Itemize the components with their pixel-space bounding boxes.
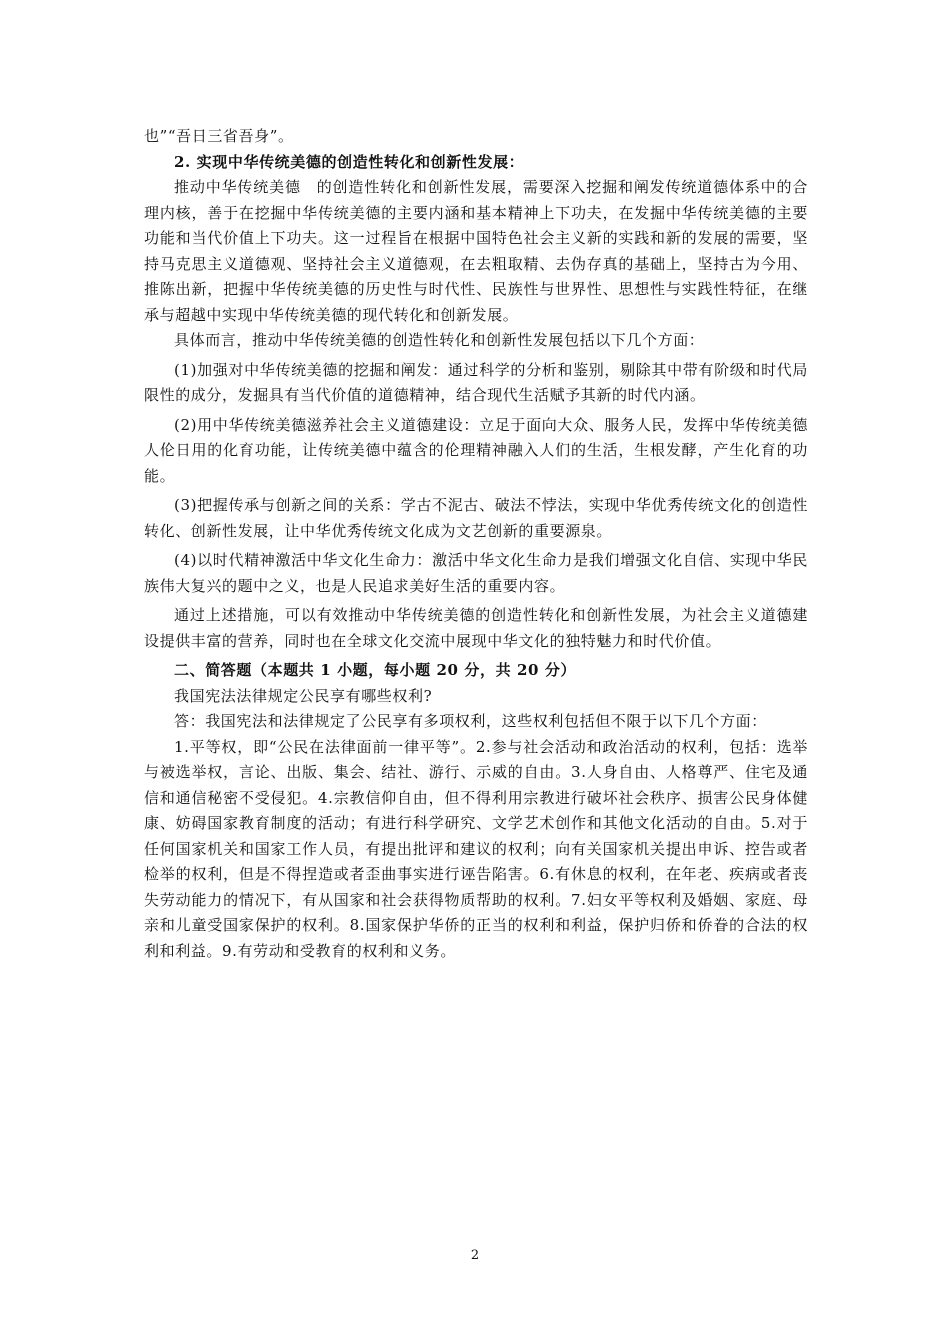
list-item-3: (3)把握传承与创新之间的关系：学古不泥古、破法不悖法，实现中华优秀传统文化的创造性转化、创新性发展，让中华优秀传统文化成为文艺创新的重要源泉。 (144, 496, 808, 540)
list-item-2: (2)用中华传统美德滋养社会主义道德建设：立足于面向大众、服务人民，发挥中华传统美德人伦日用的化育功能，让传统美德中蕴含的伦理精神融入人们的生活，生根发酵，产生化育的功能。 (144, 415, 808, 485)
question-text: 我国宪法法律规定公民享有哪些权利? (174, 686, 433, 705)
paragraph-conclusion: 通过上述措施，可以有效推动中华传统美德的创造性转化和创新性发展，为社会主义道德建设提供丰富的营养，同时也在全球文化交流中展现中华文化的独特魅力和时代价值。 (144, 606, 808, 650)
page-number: 2 (470, 1248, 480, 1263)
answer-list: 1.平等权，即“公民在法律面前一律平等”。2.参与社会活动和政治活动的权利，包括：选举与被选举权，言论、出版、集会、结社、游行、示威的自由。3.人身自由、人格尊严、住宅及通信和通信秘密不受侵犯。4.宗教信仰自由，但不得利用宗教进行破坏社会秩序、损害公民身体健康、妨碍国家教育制度的活动；有进行科学研究、文学艺术创作和其他文化活动的自由。5.对于任何国家机关和国家工作人员，有提出批评和建议的权利；向有关国家机关提出申诉、控告或者检举的权利，但是不得捏造或者歪曲事实进行诬告陷害。6.有休息的权利，在年老、疾病或者丧失劳动能力的情况下，有从国家和社会获得物质帮助的权利。7.妇女平等权利及婚姻、家庭、母亲和儿童受国家保护的权利。8.国家保护华侨的正当的权利和利益，保护归侨和侨眷的合法的权利和利益。9.有劳动和受教育的权利和义务。 (144, 737, 808, 960)
paragraph-specific: 具体而言，推动中华传统美德的创造性转化和创新性发展包括以下几个方面： (174, 331, 705, 349)
section-heading-2: 2. 实现中华传统美德的创造性转化和创新性发展： (174, 152, 525, 171)
part-heading-short-answer: 二、简答题（本题共 1 小题，每小题 20 分，共 20 分） (174, 661, 577, 679)
list-item-4: (4)以时代精神激活中华文化生命力：激活中华文化生命力是我们增强文化自信、实现中华民族伟大复兴的题中之义，也是人民追求美好生活的重要内容。 (144, 551, 808, 595)
answer-intro: 答：我国宪法和法律规定了公民享有多项权利，这些权利包括但不限于以下几个方面： (174, 712, 767, 730)
paragraph-continuation: 也”“吾日三省吾身”。 (144, 127, 294, 145)
document-body (144, 124, 808, 964)
list-item-1: (1)加强对中华传统美德的挖掘和阐发：通过科学的分析和鉴别，剔除其中带有阶级和时代局限性的成分，发掘具有当代价值的道德精神，结合现代生活赋予其新的时代内涵。 (144, 360, 808, 404)
paragraph-intro: 推动中华传统美德 的创造性转化和创新性发展，需要深入挖掘和阐发传统道德体系中的合理内核，善于在挖掘中华传统美德的主要内涵和基本精神上下功夫，在发掘中华传统美德的主要功能和当代价值上下功夫。这一过程旨在根据中国特色社会主义新的实践和新的发展的需要，坚持马克思主义道德观、坚持社会主义道德观，在去粗取精、去伪存真的基础上，坚持古为今用、推陈出新，把握中华传统美德的历史性与时代性、民族性与世界性、思想性与实践性特征，在继承与超越中实现中华传统美德的现代转化和创新发展。 (144, 178, 808, 324)
